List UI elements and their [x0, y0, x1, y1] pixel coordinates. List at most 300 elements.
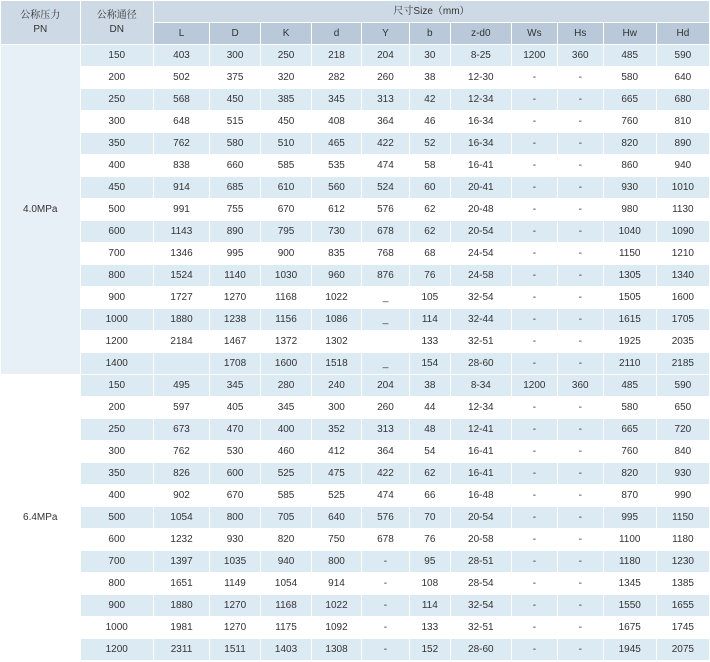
cell-z-d0: 12-41 — [450, 419, 511, 441]
table-row — [1, 133, 710, 155]
cell-dn: 300 — [80, 441, 153, 463]
cell-Ws: - — [511, 331, 557, 353]
cell-D: 995 — [210, 243, 261, 265]
cell-Hw: 580 — [603, 67, 656, 89]
cell-Hd: 720 — [656, 419, 709, 441]
cell-dn: 250 — [80, 89, 153, 111]
cell-z-d0: 12-34 — [450, 89, 511, 111]
cell-z-d0: 24-54 — [450, 243, 511, 265]
cell-b: 62 — [409, 221, 450, 243]
cell-dn: 150 — [80, 45, 153, 67]
cell-Hd: 990 — [656, 485, 709, 507]
cell-dn: 500 — [80, 199, 153, 221]
cell-b: 76 — [409, 265, 450, 287]
header-nominal-pressure-line1: 公称压力 — [20, 9, 61, 21]
header-col-b: b — [409, 23, 450, 45]
cell-Y: 364 — [362, 441, 410, 463]
cell-K: 1403 — [261, 639, 312, 661]
header-col-D: D — [210, 23, 261, 45]
cell-Hs: - — [557, 397, 603, 419]
cell-z-d0: 32-51 — [450, 331, 511, 353]
cell-Y: 474 — [362, 155, 410, 177]
cell-Y: 422 — [362, 463, 410, 485]
cell-b: 42 — [409, 89, 450, 111]
cell-L: 762 — [153, 441, 209, 463]
cell-dn: 900 — [80, 595, 153, 617]
cell-dn: 450 — [80, 177, 153, 199]
header-row-top — [1, 1, 710, 23]
cell-Hw: 870 — [603, 485, 656, 507]
cell-Y: 474 — [362, 485, 410, 507]
cell-Hw: 2110 — [603, 353, 656, 375]
cell-Hw: 485 — [603, 45, 656, 67]
cell-Hs: - — [557, 419, 603, 441]
cell-b: 114 — [409, 309, 450, 331]
cell-z-d0: 8-34 — [450, 375, 511, 397]
cell-Y: 678 — [362, 529, 410, 551]
cell-Ws: - — [511, 485, 557, 507]
cell-dn: 200 — [80, 397, 153, 419]
cell-Hd: 590 — [656, 375, 709, 397]
header-nominal-pressure — [1, 1, 81, 45]
cell-d: 1086 — [312, 309, 362, 331]
cell-K: 385 — [261, 89, 312, 111]
header-col-Hw: Hw — [603, 23, 656, 45]
cell-K: 280 — [261, 375, 312, 397]
cell-Y: 204 — [362, 375, 410, 397]
cell-Ws: - — [511, 309, 557, 331]
cell-K: 585 — [261, 155, 312, 177]
cell-dn: 600 — [80, 529, 153, 551]
cell-Hd: 1340 — [656, 265, 709, 287]
cell-d: 612 — [312, 199, 362, 221]
cell-Hd: 640 — [656, 67, 709, 89]
cell-b: 152 — [409, 639, 450, 661]
cell-b: 44 — [409, 397, 450, 419]
cell-Y: - — [362, 551, 410, 573]
cell-z-d0: 20-48 — [450, 199, 511, 221]
cell-z-d0: 8-25 — [450, 45, 511, 67]
cell-dn: 1400 — [80, 353, 153, 375]
cell-Hd: 680 — [656, 89, 709, 111]
cell-Hd: 1130 — [656, 199, 709, 221]
cell-Hw: 665 — [603, 89, 656, 111]
cell-d: 282 — [312, 67, 362, 89]
cell-K: 940 — [261, 551, 312, 573]
cell-Hd: 2035 — [656, 331, 709, 353]
table-body — [1, 45, 710, 661]
cell-b: 54 — [409, 441, 450, 463]
table-row — [1, 463, 710, 485]
cell-Hd: 1745 — [656, 617, 709, 639]
cell-L: 1143 — [153, 221, 209, 243]
cell-Ws: 1200 — [511, 45, 557, 67]
cell-L: 1524 — [153, 265, 209, 287]
cell-K: 1054 — [261, 573, 312, 595]
cell-K: 585 — [261, 485, 312, 507]
cell-K: 705 — [261, 507, 312, 529]
table-row — [1, 221, 710, 243]
cell-Y: - — [362, 573, 410, 595]
cell-dn: 400 — [80, 485, 153, 507]
cell-dn: 350 — [80, 463, 153, 485]
cell-Hw: 1925 — [603, 331, 656, 353]
table-row — [1, 89, 710, 111]
cell-K: 450 — [261, 111, 312, 133]
table-row — [1, 639, 710, 661]
cell-z-d0: 20-41 — [450, 177, 511, 199]
cell-Hw: 1345 — [603, 573, 656, 595]
cell-Hd: 1150 — [656, 507, 709, 529]
cell-Hw: 1150 — [603, 243, 656, 265]
cell-Hd: 1230 — [656, 551, 709, 573]
cell-Y: 313 — [362, 89, 410, 111]
cell-dn: 900 — [80, 287, 153, 309]
cell-dn: 800 — [80, 265, 153, 287]
table-row — [1, 551, 710, 573]
table-row — [1, 111, 710, 133]
cell-K: 795 — [261, 221, 312, 243]
cell-dn: 250 — [80, 419, 153, 441]
cell-L: 914 — [153, 177, 209, 199]
cell-D: 515 — [210, 111, 261, 133]
cell-Y: 876 — [362, 265, 410, 287]
header-col-Ws: Ws — [511, 23, 557, 45]
cell-dn: 500 — [80, 507, 153, 529]
cell-Ws: - — [511, 111, 557, 133]
cell-L: 568 — [153, 89, 209, 111]
cell-dn: 700 — [80, 551, 153, 573]
cell-b: 38 — [409, 67, 450, 89]
cell-L: 648 — [153, 111, 209, 133]
table-row — [1, 441, 710, 463]
pressure-group-cell: 6.4MPa — [1, 375, 81, 661]
header-size-group: 尺寸Size（mm） — [153, 1, 709, 23]
cell-L: 597 — [153, 397, 209, 419]
cell-b: 105 — [409, 287, 450, 309]
cell-K: 400 — [261, 419, 312, 441]
cell-b: 62 — [409, 463, 450, 485]
cell-K: 1600 — [261, 353, 312, 375]
cell-Hw: 580 — [603, 397, 656, 419]
cell-D: 1511 — [210, 639, 261, 661]
cell-Hd: 1090 — [656, 221, 709, 243]
cell-L: 1981 — [153, 617, 209, 639]
cell-d: 560 — [312, 177, 362, 199]
cell-Ws: - — [511, 265, 557, 287]
cell-K: 510 — [261, 133, 312, 155]
cell-Hs: - — [557, 133, 603, 155]
cell-d: 352 — [312, 419, 362, 441]
cell-L: 502 — [153, 67, 209, 89]
cell-dn: 1000 — [80, 617, 153, 639]
table-row — [1, 375, 710, 397]
cell-Hw: 665 — [603, 419, 656, 441]
cell-D: 930 — [210, 529, 261, 551]
cell-b: 38 — [409, 375, 450, 397]
cell-Hw: 860 — [603, 155, 656, 177]
cell-Hd: 2075 — [656, 639, 709, 661]
header-nominal-diameter-line1: 公称通径 — [96, 9, 137, 21]
cell-L: 1880 — [153, 595, 209, 617]
header-col-K: K — [261, 23, 312, 45]
cell-Ws: - — [511, 639, 557, 661]
cell-L: 902 — [153, 485, 209, 507]
cell-L: 1232 — [153, 529, 209, 551]
cell-d: 412 — [312, 441, 362, 463]
cell-z-d0: 32-54 — [450, 287, 511, 309]
header-col-Hd: Hd — [656, 23, 709, 45]
cell-b: 68 — [409, 243, 450, 265]
cell-Hs: - — [557, 331, 603, 353]
cell-Y: _ — [362, 353, 410, 375]
table-row — [1, 177, 710, 199]
header-col-Y: Y — [362, 23, 410, 45]
table-row — [1, 507, 710, 529]
cell-Ws: - — [511, 419, 557, 441]
cell-z-d0: 16-34 — [450, 133, 511, 155]
cell-Hd: 1385 — [656, 573, 709, 595]
cell-K: 250 — [261, 45, 312, 67]
cell-b: 133 — [409, 617, 450, 639]
cell-d: 345 — [312, 89, 362, 111]
cell-Ws: - — [511, 133, 557, 155]
pressure-group-cell: 4.0MPa — [1, 45, 81, 375]
table-row — [1, 397, 710, 419]
cell-Hw: 930 — [603, 177, 656, 199]
cell-Hs: - — [557, 353, 603, 375]
cell-b: 30 — [409, 45, 450, 67]
cell-d: 1302 — [312, 331, 362, 353]
cell-D: 1035 — [210, 551, 261, 573]
cell-d: 960 — [312, 265, 362, 287]
cell-D: 600 — [210, 463, 261, 485]
cell-b: 66 — [409, 485, 450, 507]
cell-z-d0: 16-41 — [450, 155, 511, 177]
cell-L: 495 — [153, 375, 209, 397]
cell-K: 670 — [261, 199, 312, 221]
cell-L: 826 — [153, 463, 209, 485]
cell-K: 320 — [261, 67, 312, 89]
cell-Hs: - — [557, 485, 603, 507]
cell-Hs: - — [557, 155, 603, 177]
cell-Ws: - — [511, 243, 557, 265]
cell-Ws: - — [511, 617, 557, 639]
cell-dn: 350 — [80, 133, 153, 155]
table-row — [1, 67, 710, 89]
cell-Hd: 1180 — [656, 529, 709, 551]
cell-dn: 1200 — [80, 331, 153, 353]
cell-z-d0: 16-48 — [450, 485, 511, 507]
cell-b: 46 — [409, 111, 450, 133]
cell-Hw: 1040 — [603, 221, 656, 243]
cell-K: 1372 — [261, 331, 312, 353]
cell-d: 218 — [312, 45, 362, 67]
cell-D: 685 — [210, 177, 261, 199]
cell-d: 640 — [312, 507, 362, 529]
cell-L: 991 — [153, 199, 209, 221]
cell-D: 1140 — [210, 265, 261, 287]
cell-L: 1346 — [153, 243, 209, 265]
cell-Ws: - — [511, 353, 557, 375]
cell-Y: 768 — [362, 243, 410, 265]
cell-Hw: 1180 — [603, 551, 656, 573]
cell-Ws: - — [511, 529, 557, 551]
cell-Hs: 360 — [557, 375, 603, 397]
cell-D: 300 — [210, 45, 261, 67]
cell-Hd: 590 — [656, 45, 709, 67]
cell-L: 403 — [153, 45, 209, 67]
cell-Hw: 760 — [603, 111, 656, 133]
cell-Hd: 1600 — [656, 287, 709, 309]
cell-Hw: 760 — [603, 441, 656, 463]
cell-Hs: 360 — [557, 45, 603, 67]
cell-K: 820 — [261, 529, 312, 551]
cell-d: 1518 — [312, 353, 362, 375]
cell-Hs: - — [557, 111, 603, 133]
cell-dn: 1200 — [80, 639, 153, 661]
cell-d: 475 — [312, 463, 362, 485]
cell-Y: _ — [362, 309, 410, 331]
cell-z-d0: 16-41 — [450, 463, 511, 485]
cell-D: 470 — [210, 419, 261, 441]
cell-D: 660 — [210, 155, 261, 177]
cell-Y: - — [362, 639, 410, 661]
cell-Hw: 485 — [603, 375, 656, 397]
cell-Hw: 1615 — [603, 309, 656, 331]
cell-d: 300 — [312, 397, 362, 419]
cell-Hd: 840 — [656, 441, 709, 463]
cell-Ws: - — [511, 441, 557, 463]
cell-Hw: 1505 — [603, 287, 656, 309]
table-row — [1, 331, 710, 353]
cell-Ws: - — [511, 463, 557, 485]
cell-Y: 576 — [362, 507, 410, 529]
cell-D: 375 — [210, 67, 261, 89]
cell-d: 1022 — [312, 287, 362, 309]
cell-Hs: - — [557, 243, 603, 265]
cell-Hw: 1550 — [603, 595, 656, 617]
table-row — [1, 485, 710, 507]
cell-Hs: - — [557, 221, 603, 243]
cell-dn: 1000 — [80, 309, 153, 331]
cell-D: 345 — [210, 375, 261, 397]
cell-Ws: 1200 — [511, 375, 557, 397]
cell-D: 1270 — [210, 617, 261, 639]
cell-z-d0: 20-58 — [450, 529, 511, 551]
cell-Hs: - — [557, 507, 603, 529]
cell-z-d0: 28-54 — [450, 573, 511, 595]
cell-Hd: 930 — [656, 463, 709, 485]
header-nominal-diameter — [80, 1, 153, 45]
cell-L: 1397 — [153, 551, 209, 573]
header-nominal-diameter-line2: DN — [109, 23, 124, 35]
cell-Y: - — [362, 617, 410, 639]
cell-z-d0: 32-44 — [450, 309, 511, 331]
cell-L: 1651 — [153, 573, 209, 595]
cell-z-d0: 32-54 — [450, 595, 511, 617]
table-row — [1, 595, 710, 617]
cell-Ws: - — [511, 67, 557, 89]
cell-Ws: - — [511, 595, 557, 617]
header-col-d: d — [312, 23, 362, 45]
cell-d: 535 — [312, 155, 362, 177]
cell-Ws: - — [511, 177, 557, 199]
cell-Ws: - — [511, 397, 557, 419]
cell-Hw: 1675 — [603, 617, 656, 639]
cell-K: 1156 — [261, 309, 312, 331]
cell-D: 890 — [210, 221, 261, 243]
cell-L: 1880 — [153, 309, 209, 331]
cell-Y: 524 — [362, 177, 410, 199]
cell-K: 525 — [261, 463, 312, 485]
header-col-zd0: z-d0 — [450, 23, 511, 45]
cell-z-d0: 20-54 — [450, 221, 511, 243]
cell-b: 62 — [409, 199, 450, 221]
cell-L: 762 — [153, 133, 209, 155]
cell-dn: 600 — [80, 221, 153, 243]
cell-Hd: 810 — [656, 111, 709, 133]
cell-K: 900 — [261, 243, 312, 265]
cell-z-d0: 28-60 — [450, 353, 511, 375]
cell-z-d0: 16-34 — [450, 111, 511, 133]
cell-Hs: - — [557, 441, 603, 463]
cell-z-d0: 16-41 — [450, 441, 511, 463]
cell-Hs: - — [557, 551, 603, 573]
cell-K: 1168 — [261, 287, 312, 309]
cell-K: 1175 — [261, 617, 312, 639]
cell-Hs: - — [557, 177, 603, 199]
cell-K: 345 — [261, 397, 312, 419]
cell-D: 670 — [210, 485, 261, 507]
cell-d: 240 — [312, 375, 362, 397]
cell-Ws: - — [511, 155, 557, 177]
table-row — [1, 155, 710, 177]
cell-Y: 364 — [362, 111, 410, 133]
cell-Y: 576 — [362, 199, 410, 221]
cell-D: 530 — [210, 441, 261, 463]
table-row — [1, 287, 710, 309]
cell-D: 800 — [210, 507, 261, 529]
cell-Ws: - — [511, 89, 557, 111]
cell-Hw: 1305 — [603, 265, 656, 287]
cell-Y: 204 — [362, 45, 410, 67]
table-row — [1, 265, 710, 287]
cell-b: 60 — [409, 177, 450, 199]
cell-b: 52 — [409, 133, 450, 155]
cell-K: 1168 — [261, 595, 312, 617]
cell-D: 450 — [210, 89, 261, 111]
cell-Hs: - — [557, 89, 603, 111]
cell-Y: 422 — [362, 133, 410, 155]
cell-z-d0: 28-51 — [450, 551, 511, 573]
cell-d: 408 — [312, 111, 362, 133]
table-row — [1, 353, 710, 375]
cell-d: 914 — [312, 573, 362, 595]
cell-Hs: - — [557, 199, 603, 221]
table-row — [1, 529, 710, 551]
cell-z-d0: 12-34 — [450, 397, 511, 419]
table-row — [1, 199, 710, 221]
cell-Hd: 2185 — [656, 353, 709, 375]
cell-Hw: 820 — [603, 133, 656, 155]
cell-Hs: - — [557, 639, 603, 661]
cell-L: 2311 — [153, 639, 209, 661]
cell-Hd: 1655 — [656, 595, 709, 617]
cell-Ws: - — [511, 199, 557, 221]
cell-L — [153, 353, 209, 375]
cell-Hs: - — [557, 529, 603, 551]
